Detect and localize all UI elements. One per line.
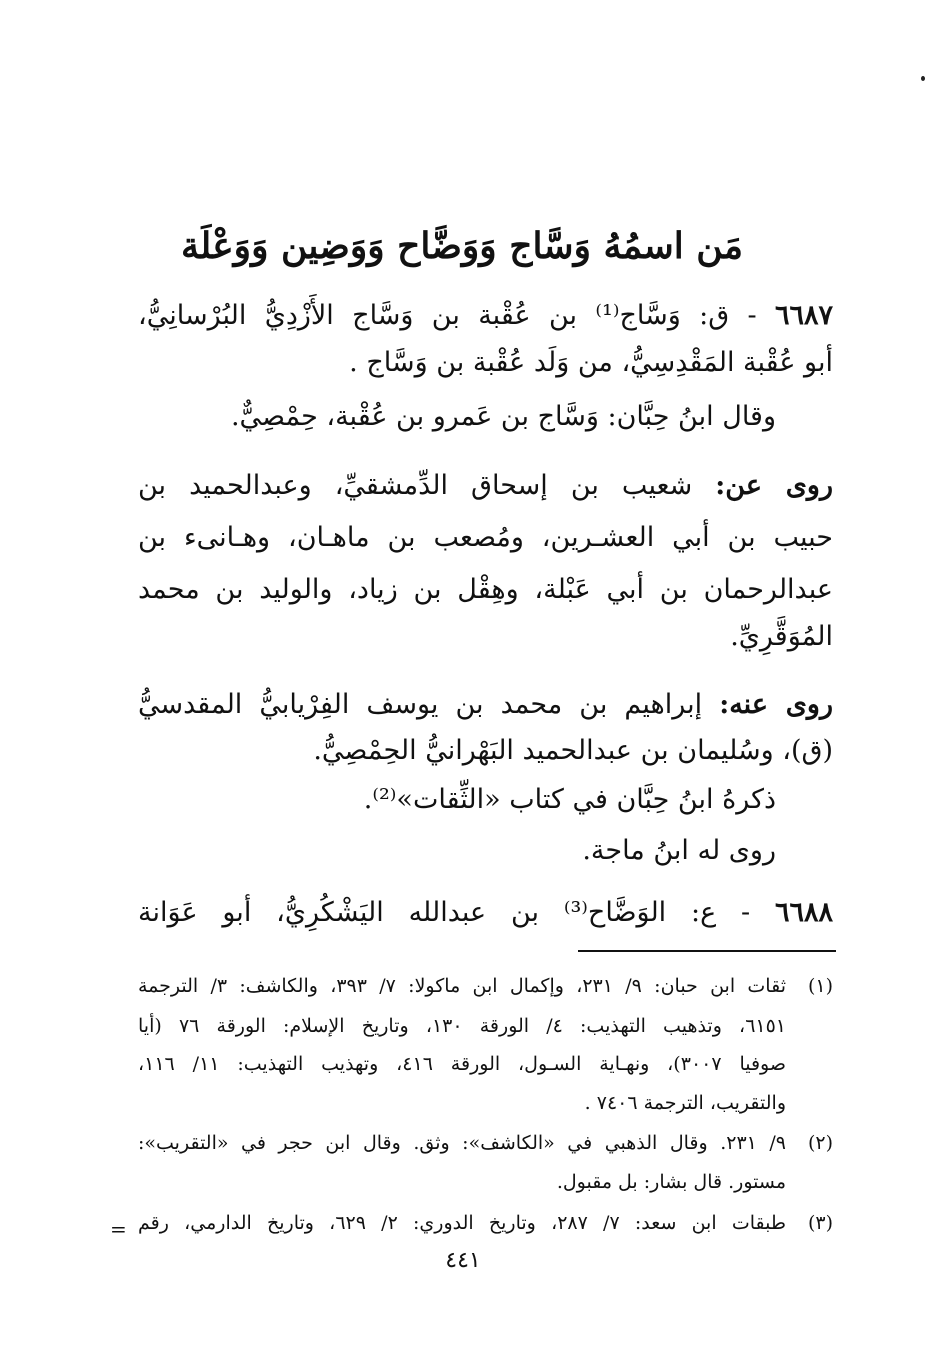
entry-6687-line-1	[138, 291, 833, 341]
entry-number: ٦٦٨٨	[774, 897, 833, 928]
note-ibn-hibban: ذكرهُ ابنُ حِبَّان في كتاب «الثِّقات»⁽²⁾.	[363, 784, 776, 815]
footnote-1-line-3: صوفيا ٣٠٠٧)، ونهـاية السـول، الورقة ٤١٦، وتهذيب التهذيب: ١١/ ١١٦،	[138, 1053, 787, 1075]
narrated-by-line-1: روى عنه: إبراهيم بن محمد بن يوسف الفِرْيابيُّ المقدسيُّ	[138, 689, 833, 720]
entry-text: - ق: وَسَّاج⁽¹⁾ بن عُقْبة بن وَسَّاج الأَزْدِيُّ البُرْسانِيُّ،	[138, 300, 757, 331]
footnote-2-line-2: مستور. قال بشار: بل مقبول.	[556, 1171, 786, 1193]
narrated-by-line-2: (ق)، وسُليمان بن عبدالحميد البَهْرانيُّ الحِمْصِيُّ.	[313, 735, 833, 766]
page-speck	[921, 76, 925, 81]
entry-6688-line-1	[138, 888, 833, 938]
entry-6687-line-2: أبو عُقْبة المَقْدِسِيُّ، من وَلَد عُقْبة بن وَسَّاج .	[349, 347, 833, 378]
entry-6687-line-3: وقال ابنُ حِبَّان: وَسَّاج بن عَمرو بن عُقْبة، حِمْصِيٌّ.	[230, 401, 776, 432]
note-ibn-majah: روى له ابنُ ماجة.	[582, 835, 776, 866]
narrated-from-label: روى عن:	[715, 470, 833, 501]
footnote-marker: (١)	[807, 975, 833, 997]
footnote-marker: (٢)	[807, 1132, 833, 1154]
continuation-mark: =	[110, 1217, 127, 1241]
footnote-1-line-2: ٦١٥١، وتذهيب التهذيب: ٤/ الورقة ١٣٠، وتاريخ الإسلام: الورقة ٧٦ (أيا	[138, 1015, 787, 1037]
footnote-3-line-1: (٣) طبقات ابن سعد: ٧/ ٢٨٧، وتاريخ الدوري: ٢/ ٦٢٩، وتاريخ الدارمي، رقم	[138, 1206, 833, 1240]
footnote-1-line-4: والتقريب، الترجمة ٧٤٠٦ .	[584, 1092, 786, 1114]
footnote-separator	[578, 950, 836, 952]
entry-number: ٦٦٨٧	[774, 300, 833, 331]
entry-text: - ع: الوَضَّاح⁽³⁾ بن عبدالله اليَشْكُرِيُّ، أبو عَوَانة	[138, 897, 751, 928]
footnote-1-line-1: (١) ثقات ابن حبان: ٩/ ٢٣١، وإكمال ابن ماكولا: ٧/ ٣٩٣، والكاشف: ٣/ الترجمة	[138, 969, 833, 1003]
footnote-2-line-1: (٢) ٩/ ٢٣١. وقال الذهبي في «الكاشف»: وثق. وقال ابن حجر في «التقريب»:	[138, 1126, 833, 1160]
section-heading: مَن اسمُهُ وَسَّاج وَوَضَّاح وَوَضِين وَوَعْلَة	[180, 225, 743, 267]
page-number: ٤٤١	[445, 1248, 481, 1273]
narrated-from-line-3: عبدالرحمان بن أبي عَبْلة، وهِقْل بن زياد، والوليد بن محمد	[138, 574, 833, 605]
narrated-from-line-2: حبيب بن أبي العشـرين، ومُصعب بن ماهـان، وهـانىء بن	[138, 522, 833, 553]
narrated-from-line-4: المُوَقَّرِيِّ.	[730, 621, 833, 652]
narrated-by-label: روى عنه:	[719, 689, 833, 720]
narrated-from-line-1: روى عن: شعيب بن إسحاق الدِّمشقيِّ، وعبدالحميد بن	[138, 470, 833, 501]
footnote-marker: (٣)	[807, 1212, 833, 1234]
